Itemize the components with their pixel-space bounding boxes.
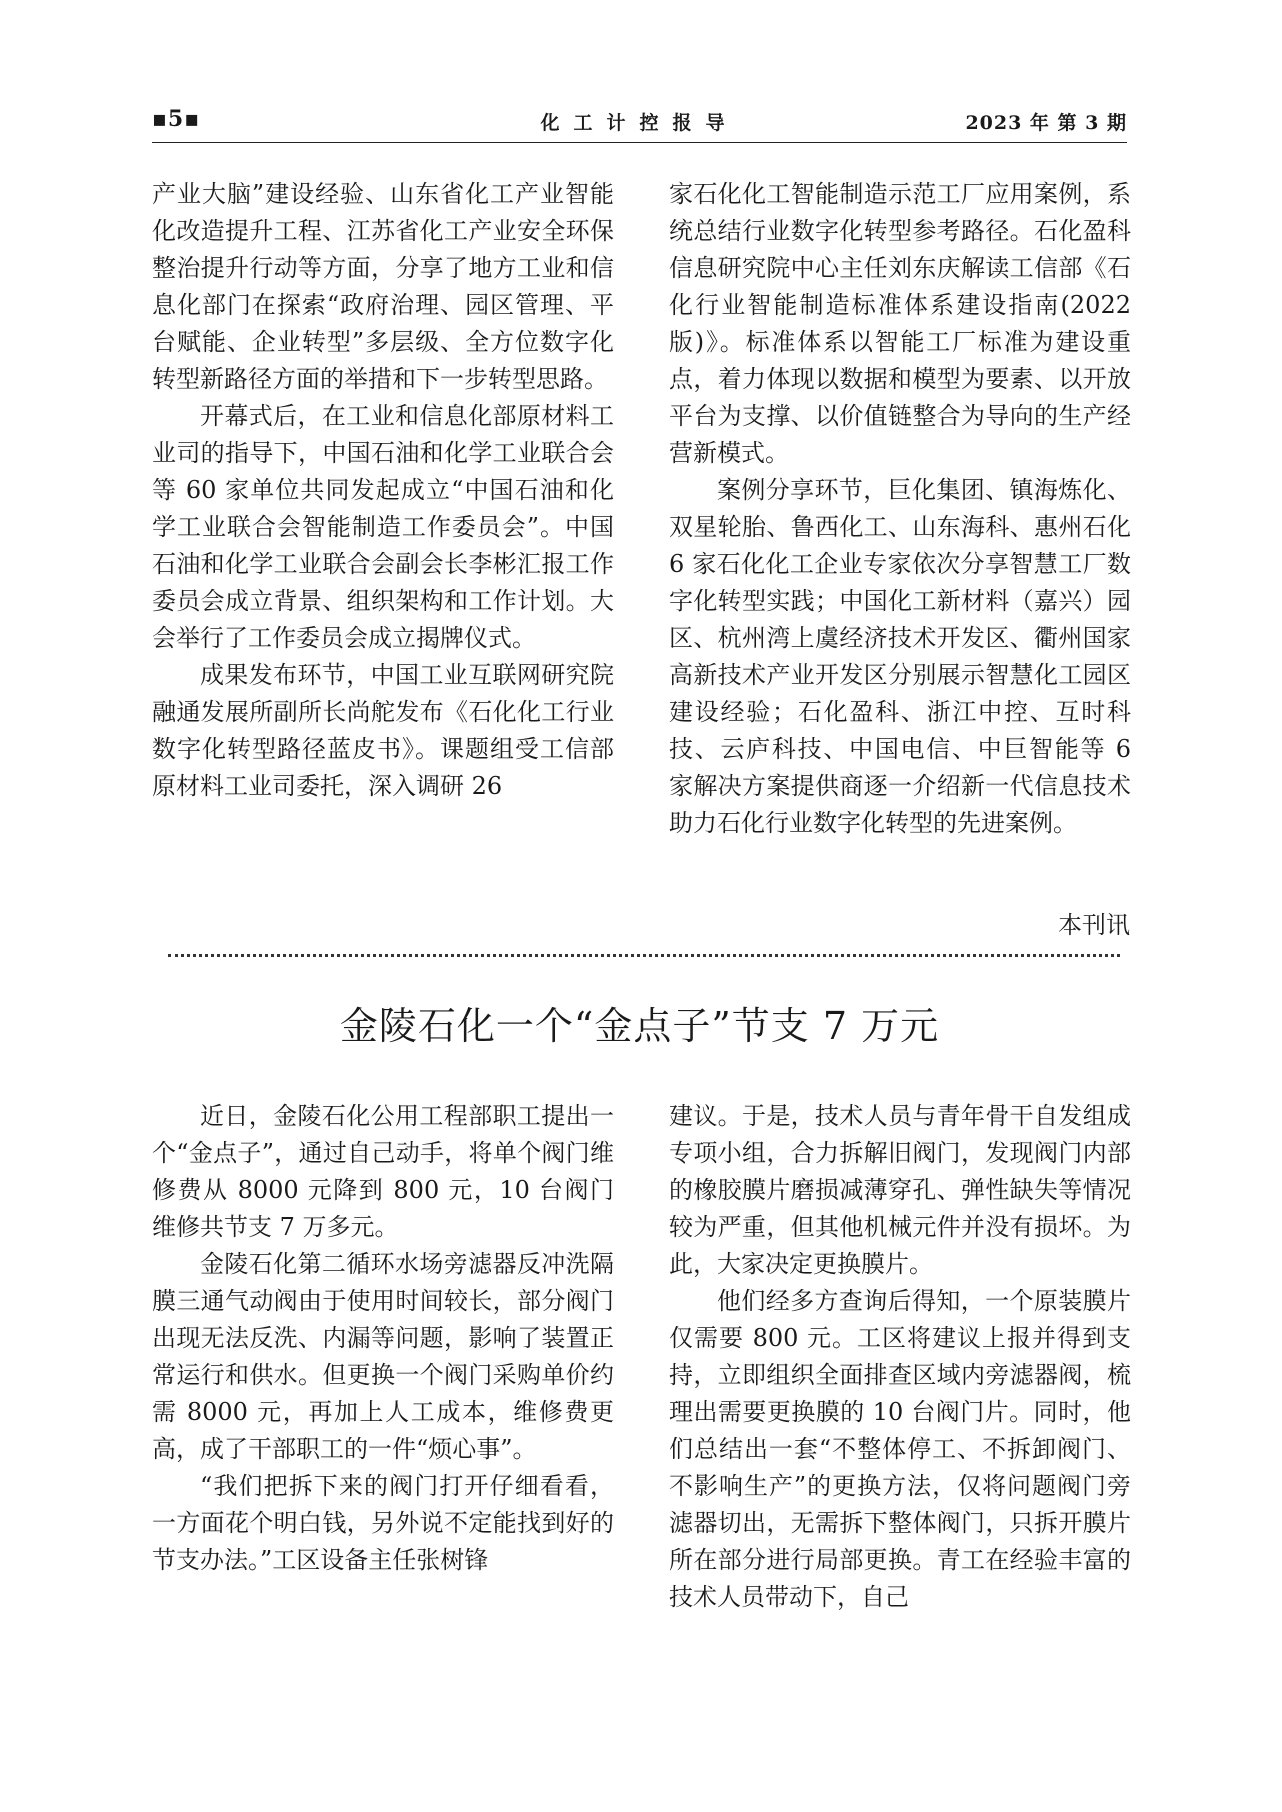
article2-title: 金陵石化一个“金点子”节支 7 万元 (339, 1004, 940, 1048)
article1-right-paragraph-1: 家石化化工智能制造示范工厂应用案例，系统总结行业数字化转型参考路径。石化盈科信息研究院中心主任刘东庆解读工信部《石化行业智能制造标准体系建设指南(2022 版)》。标准体系以智能工厂标准为建设重点，着力体现以数据和模型为要素、以开放平台为支撑、以价值链整合为导向的生产经营新模式。 (669, 180, 1131, 467)
article-divider (168, 954, 1120, 957)
journal-title: 化工计控报导 (540, 112, 739, 134)
article1-byline: 本刊讯 (1058, 911, 1130, 939)
article2-left-paragraph-2: 金陵石化第二循环水场旁滤器反冲洗隔膜三通气动阀由于使用时间较长，部分阀门出现无法反洗、内漏等问题，影响了装置正常运行和供水。但更换一个阀门采购单价约需 8000 元，再加上人工成本，维修费更高，成了干部职工的一件“烦心事”。 (152, 1250, 614, 1463)
article1-left-paragraph-3: 成果发布环节，中国工业互联网研究院融通发展所副所长尚舵发布《石化化工行业数字化转型路径蓝皮书》。课题组受工信部原材料工业司委托，深入调研 26 (152, 661, 614, 800)
article1-left-paragraph-1: 产业大脑”建设经验、山东省化工产业智能化改造提升工程、江苏省化工产业安全环保整治提升行动等方面，分享了地方工业和信息化部门在探索“政府治理、园区管理、平台赋能、企业转型”多层级、全方位数字化转型新路径方面的举措和下一步转型思路。 (152, 180, 614, 393)
page-number: ▪5▪ (152, 106, 201, 132)
article1-right-paragraph-2: 案例分享环节，巨化集团、镇海炼化、双星轮胎、鲁西化工、山东海科、惠州石化 6 家石化化工企业专家依次分享智慧工厂数字化转型实践；中国化工新材料（嘉兴）园区、杭州湾上虞经济技术开发区、衢州国家高新技术产业开发区分别展示智慧化工园区建设经验；石化盈科、浙江中控、互时科技、云庐科技、中国电信、中巨智能等 6 家解决方案提供商逐一介绍新一代信息技术助力石化行业数字化转型的先进案例。 (669, 476, 1131, 837)
article2-left-paragraph-1: 近日，金陵石化公用工程部职工提出一个“金点子”，通过自己动手，将单个阀门维修费从 8000 元降到 800 元，10 台阀门维修共节支 7 万多元。 (152, 1102, 614, 1241)
article1-right-column (669, 176, 1131, 842)
article1-left-paragraph-2: 开幕式后，在工业和信息化部原材料工业司的指导下，中国石油和化学工业联合会等 60 家单位共同发起成立“中国石油和化学工业联合会智能制造工作委员会”。中国石油和化学工业联合会副会长李彬汇报工作委员会成立背景、组织架构和工作计划。大会举行了工作委员会成立揭牌仪式。 (152, 402, 614, 652)
article2-right-column (669, 1098, 1131, 1616)
article2-right-paragraph-2: 他们经多方查询后得知，一个原装膜片仅需要 800 元。工区将建议上报并得到支持，立即组织全面排查区域内旁滤器阀，梳理出需要更换膜的 10 台阀门片。同时，他们总结出一套“不整体停工、不拆卸阀门、不影响生产”的更换方法，仅将问题阀门旁滤器切出，无需拆下整体阀门，只拆开膜片所在部分进行局部更换。青工在经验丰富的技术人员带动下，自己 (669, 1287, 1131, 1611)
article2-right-paragraph-1: 建议。于是，技术人员与青年骨干自发组成专项小组，合力拆解旧阀门，发现阀门内部的橡胶膜片磨损减薄穿孔、弹性缺失等情况较为严重，但其他机械元件并没有损坏。为此，大家决定更换膜片。 (669, 1102, 1131, 1278)
article2-left-column (152, 1098, 614, 1579)
article1-left-column (152, 176, 614, 805)
page-header (152, 106, 1127, 143)
article2-left-paragraph-3: “我们把拆下来的阀门打开仔细看看，一方面花个明白钱，另外说不定能找到好的节支办法。”工区设备主任张树锋 (152, 1472, 614, 1574)
issue-label: 2023 年 第 3 期 (965, 112, 1127, 134)
